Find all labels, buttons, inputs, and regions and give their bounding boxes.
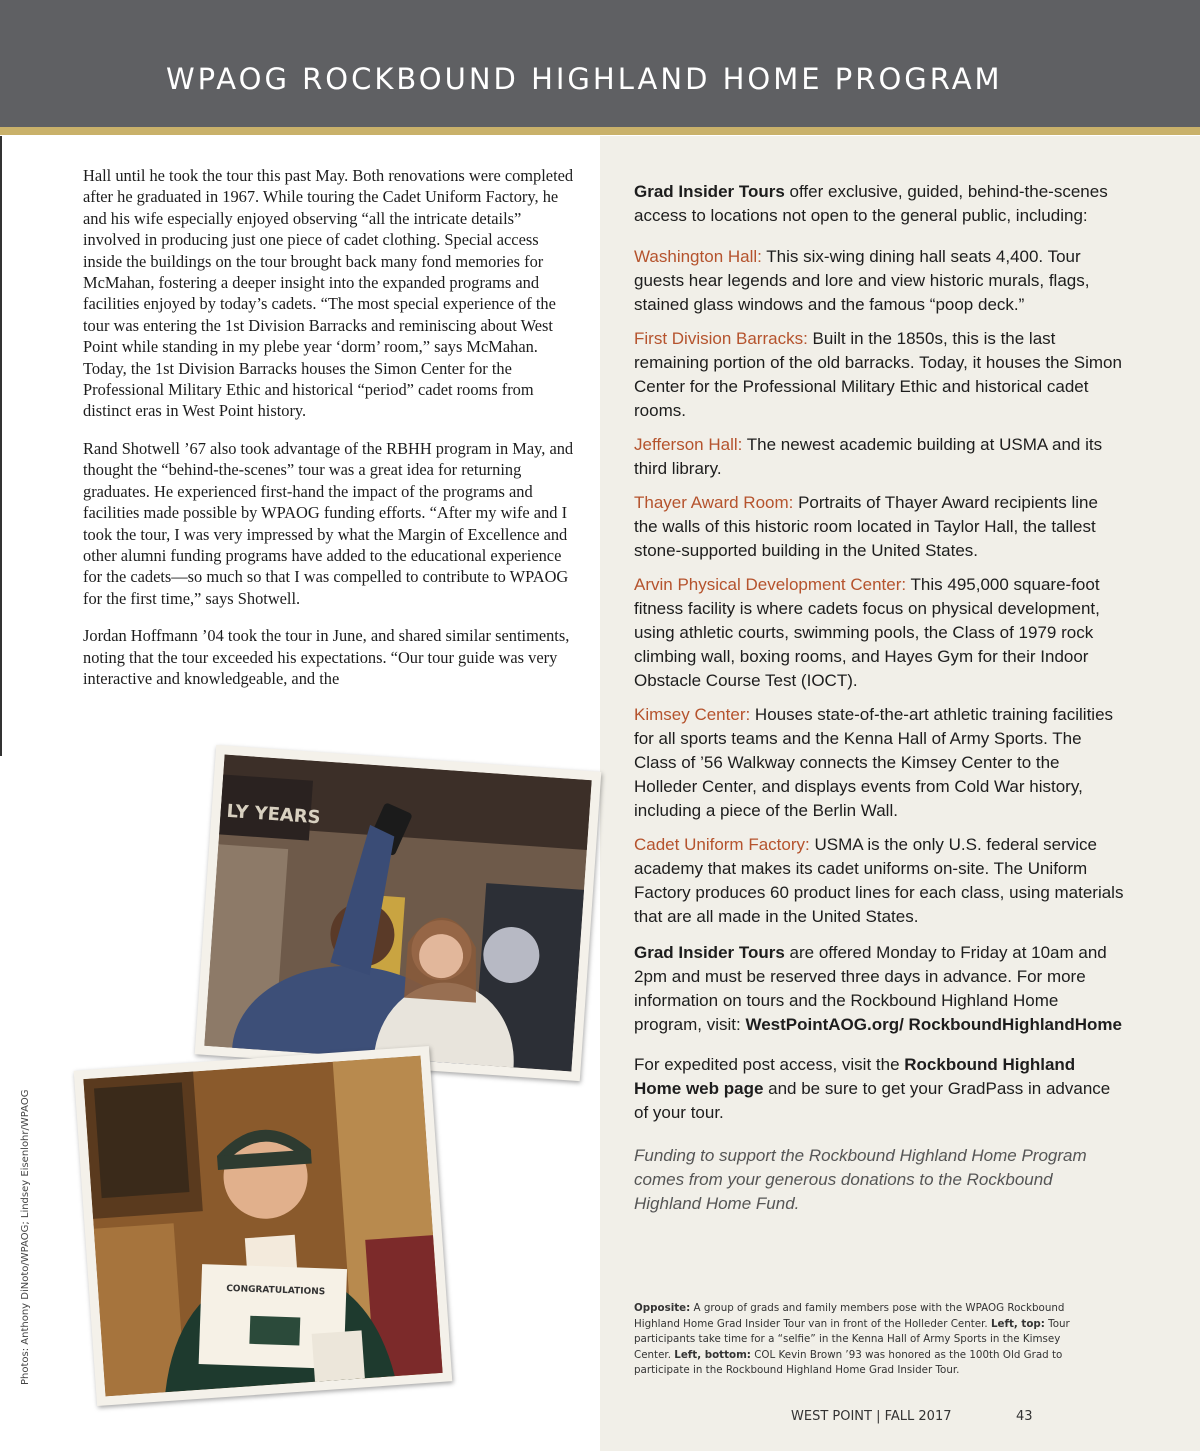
caption-label-left-bottom: Left, bottom: — [674, 1348, 751, 1361]
location-entry — [634, 327, 1124, 423]
location-description: This six-wing dining hall seats 4,400. Tour guests hear legends and lore and view historic murals, flags, stained glass windows and the famous “poop deck.” — [634, 247, 1090, 314]
header-divider — [0, 127, 1200, 135]
location-name: Cadet Uniform Factory: — [634, 835, 810, 854]
tours-intro — [634, 180, 1124, 228]
expedited-pre: For expedited post access, visit the — [634, 1055, 905, 1074]
location-entry — [634, 491, 1124, 563]
certificate-heading: CONGRATULATIONS — [226, 1283, 326, 1298]
location-entry — [634, 833, 1124, 929]
tour-info-column — [634, 180, 1124, 1216]
location-name: Kimsey Center: — [634, 705, 751, 724]
location-entry — [634, 433, 1124, 481]
caption-text-left-bottom: COL Kevin Brown ’93 was honored as the 100th Old Grad to participate in the Rockbound Highland Home Grad Insider Tour. — [634, 1348, 1063, 1376]
caption-text-opposite: A group of grads and family members pose with the WPAOG Rockbound Highland Home Grad Insider Tour van in front of the Holleder Center. — [634, 1302, 1065, 1330]
rbhh-web-page-link[interactable]: Rockbound Highland Home web page — [634, 1055, 1076, 1098]
tours-intro-bold: Grad Insider Tours — [634, 182, 785, 201]
publication-footer: WEST POINT | FALL 2017 — [791, 1409, 952, 1424]
funding-note: Funding to support the Rockbound Highland Home Program comes from your generous donations to the Rockbound Highland Home Fund. — [634, 1146, 1087, 1213]
location-name: First Division Barracks: — [634, 329, 808, 348]
caption-label-left-top: Left, top: — [990, 1317, 1045, 1330]
schedule-text: are offered Monday to Friday at 10am and 2pm and must be reserved three days in advance. For more information on tours and the Rockbound Highland Home program, visit: — [634, 943, 1107, 1034]
tours-intro-text: offer exclusive, guided, behind-the-scenes access to locations not open to the general public, including: — [634, 182, 1108, 225]
location-entry — [634, 573, 1124, 693]
caption-label-opposite: Opposite: — [634, 1302, 691, 1314]
schedule-bold: Grad Insider Tours — [634, 943, 785, 962]
photo-caption — [634, 1301, 1084, 1379]
location-name: Arvin Physical Development Center: — [634, 575, 907, 594]
selfie-photo — [195, 745, 602, 1081]
location-entry — [634, 245, 1124, 317]
location-description: Built in the 1850s, this is the last remaining portion of the old barracks. Today, it houses the Simon Center for the Professional Military Ethic and historical cadet rooms. — [634, 329, 1122, 420]
caption-text-left-top: Tour participants take time for a “selfie” in the Kenna Hall of Army Sports in the Kimsey Center. — [634, 1317, 1070, 1361]
location-description: USMA is the only U.S. federal service academy that makes its cadet uniforms on-site. The Uniform Factory produces 60 product lines for each class, using materials that are all made in the United States. — [634, 835, 1124, 926]
years-sign-text: LY YEARS — [225, 800, 322, 829]
honoree-photo — [74, 1046, 453, 1406]
photo-credit: Photos: Anthony DiNoto/WPAOG; Lindsey Eisenlohr/WPAOG — [20, 1089, 31, 1385]
location-name: Thayer Award Room: — [634, 493, 794, 512]
location-description: Portraits of Thayer Award recipients line the walls of this historic room located in Taylor Hall, the tallest stone-supported building in the United States. — [634, 493, 1098, 560]
location-name: Jefferson Hall: — [634, 435, 743, 454]
header-bar — [0, 0, 1200, 127]
location-entry — [634, 703, 1124, 823]
page-number: 43 — [1016, 1409, 1033, 1424]
article-paragraph-3: Jordan Hoffmann ’04 took the tour in June, and shared similar sentiments, noting that the tour exceeded his expectations. “Our tour guide was very interactive and knowledgeable, and the — [83, 626, 570, 688]
left-edge-rule — [0, 136, 2, 756]
honoree-photo-image — [83, 1056, 442, 1397]
location-description: The newest academic building at USMA and its third library. — [634, 435, 1103, 478]
expedited-post: and be sure to get your GradPass in advance of your tour. — [634, 1079, 1111, 1122]
article-paragraph-2: Rand Shotwell ’67 also took advantage of the RBHH program in May, and thought the “behind-the-scenes” tour was a great idea for returning graduates. He experienced first-hand the impact of the programs and facilities made possible by WPAOG funding efforts. “After my wife and I took the tour, I was very impressed by what the Margin of Excellence and other alumni funding programs have added to the educational experience for the cadets—so much so that I was compelled to contribute to WPAOG for the first time,” says Shotwell. — [83, 438, 574, 608]
expedited-access — [634, 1053, 1124, 1125]
article-column — [83, 165, 575, 705]
selfie-photo-image — [204, 755, 591, 1072]
schedule-info — [634, 941, 1124, 1037]
website-link[interactable]: WestPointAOG.org/ RockboundHighlandHome — [745, 1015, 1122, 1034]
location-description: Houses state-of-the-art athletic training facilities for all sports teams and the Kenna Hall of Army Sports. The Class of ’56 Walkway connects the Kimsey Center to the Holleder Center, and displays events from Cold War history, including a piece of the Berlin Wall. — [634, 705, 1114, 820]
location-description: This 495,000 square-foot fitness facility is where cadets focus on physical development, using athletic courts, swimming pools, the Class of 1979 rock climbing wall, boxing rooms, and Hayes Gym for their Indoor Obstacle Course Test (IOCT). — [634, 575, 1100, 690]
article-paragraph-1: Hall until he took the tour this past May. Both renovations were completed after he graduated in 1967. While touring the Cadet Uniform Factory, he and his wife especially enjoyed observing “all the intricate details” involved in producing just one piece of cadet clothing. Special access inside the buildings on the tour brought back many fond memories for McMahan, fostering a deeper insight into the expanded programs and facilities enjoyed by today’s cadets. “The most special experience of the tour was entering the 1st Division Barracks and reminiscing about West Point while standing in my plebe year ‘dorm’ room,” says McMahan. Today, the 1st Division Barracks houses the Simon Center for the Professional Military Ethic and historical “period” cadet rooms from distinct eras in West Point history. — [83, 166, 574, 421]
page-title: WPAOG ROCKBOUND HIGHLAND HOME PROGRAM — [166, 62, 1003, 96]
location-name: Washington Hall: — [634, 247, 762, 266]
